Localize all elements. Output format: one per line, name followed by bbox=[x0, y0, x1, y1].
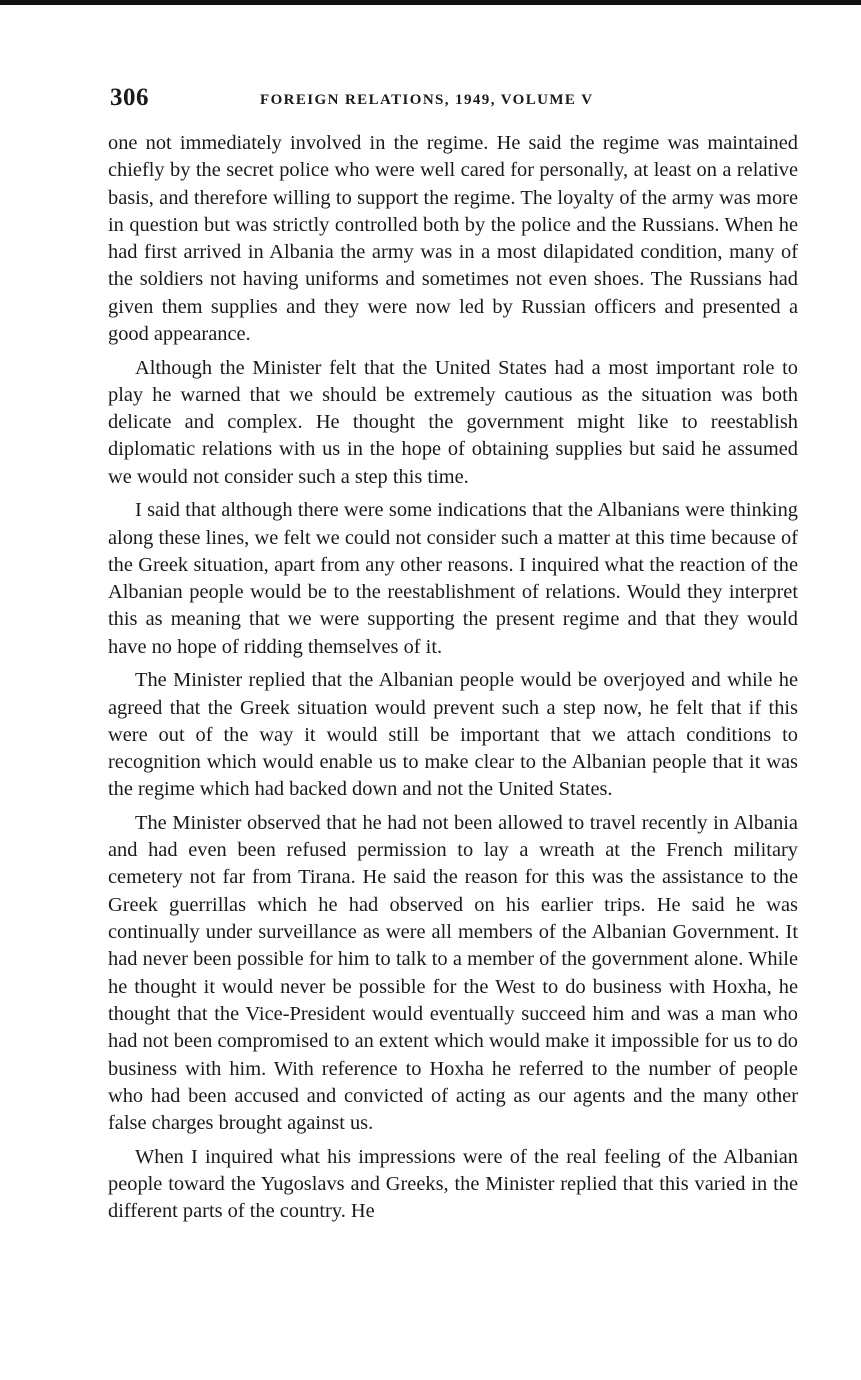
paragraph-5: The Minister observed that he had not been allowed to travel recently in Albania and had even been refused permission to lay a wreath at the French military cemetery not far from Tirana. He said the reason for this was the assistance to the Greek guerrillas which he had observed on his earlier trips. He said he was continually under surveillance as were all members of the Albanian Government. It had never been possible for him to talk to a member of the government alone. While he thought it would never be possible for the West to do business with Hoxha, he thought that the Vice-President would eventually succeed him and was a man who had not been compromised to an extent which would make it impossible for us to do business with him. With reference to Hoxha he referred to the number of people who had been accused and convicted of acting as our agents and the many other false charges brought against us. bbox=[108, 811, 798, 1135]
page-number: 306 bbox=[110, 84, 149, 111]
document-body bbox=[108, 130, 798, 1232]
paragraph-2: Although the Minister felt that the United States had a most important role to play he warned that we should be extremely cautious as the situation was both delicate and complex. He thought the government might like to reestablish diplomatic relations with us in the hope of obtaining supplies but said he assumed we would not consider such a step this time. bbox=[108, 356, 798, 488]
paragraph-4: The Minister replied that the Albanian people would be overjoyed and while he agreed that the Greek situation would prevent such a step now, he felt that if this were out of the way it would still be important that we attach conditions to recognition which would enable us to make clear to the Albanian people that it was the regime which had backed down and not the United States. bbox=[108, 669, 798, 801]
paragraph-3: I said that although there were some indications that the Albanians were thinking along these lines, we felt we could not consider such a matter at this time because of the Greek situation, apart from any other reasons. I inquired what the reaction of the Albanian people would be to the reestablishment of relations. Would they interpret this as meaning that we were supporting the present regime and that they would have no hope of ridding themselves of it. bbox=[108, 499, 798, 658]
paragraph-1: one not immediately involved in the regime. He said the regime was maintained chiefly by the secret police who were well cared for personally, at least on a relative basis, and therefore willing to support the regime. The loyalty of the army was more in question but was strictly controlled both by the police and the Russians. When he had first arrived in Albania the army was in a most dilapidated condition, many of the soldiers not having uniforms and sometimes not even shoes. The Russians had given them supplies and they were now led by Russian officers and presented a good appearance. bbox=[108, 132, 798, 346]
top-border-rule bbox=[0, 0, 861, 5]
paragraph-6: When I inquired what his impressions were of the real feeling of the Albanian people toward the Yugoslavs and Greeks, the Minister replied that this varied in the different parts of the country. He bbox=[108, 1145, 798, 1223]
running-head: FOREIGN RELATIONS, 1949, VOLUME V bbox=[260, 92, 594, 108]
page-header bbox=[110, 84, 800, 118]
